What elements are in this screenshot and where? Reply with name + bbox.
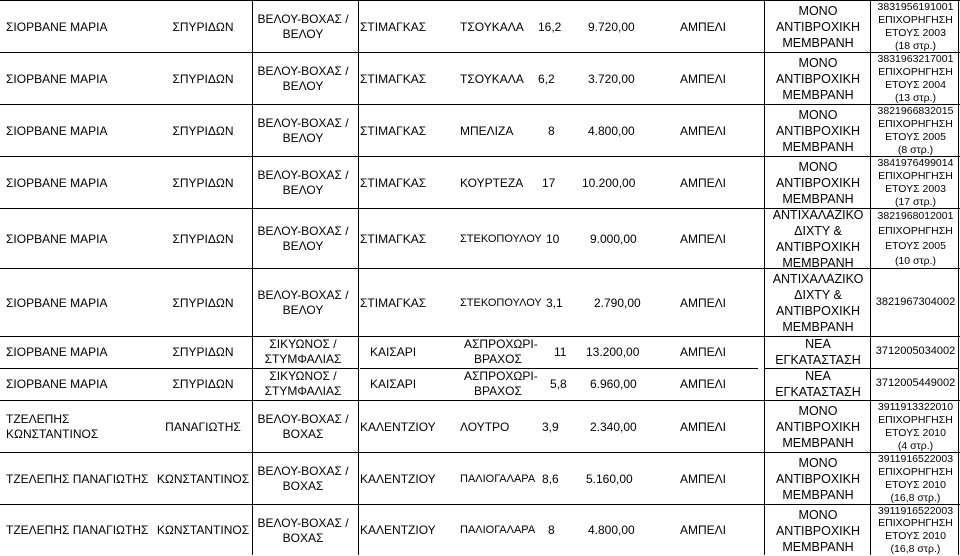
investment-type: ΝΕΑ ΕΓΚΑΤΑΣΤΑΣΗ [775,337,861,367]
plot-details [360,53,758,105]
application-code: 3821968012001 [877,209,954,222]
father-name: ΣΠΥΡΙΔΩΝ [172,71,234,86]
location: ΣΤΕΚΟΠΟΥΛΟΥ [460,232,542,245]
subsidy-area: (17 στρ.) [894,195,937,208]
subsidy-label: ΕΠΙΧΟΡΗΓΗΣΗ [878,224,953,237]
father-name: ΚΩΝΣΤΑΝΤΙΝΟΣ [156,523,250,537]
table-row [0,104,960,157]
subsidy-label: ΕΠΙΧΟΡΗΓΗΣΗ [878,13,953,26]
table-row [0,452,960,505]
place: ΒΕΛΟΥ-ΒΟΧΑΣ / ΒΕΛΟΥ [257,64,349,93]
area: 3,9 [542,419,559,434]
investment-type: ΝΕΑ ΕΓΚΑΤΑΣΤΑΣΗ [775,369,861,399]
subsidy-area: (4 στρ.) [897,439,934,452]
father-name: ΣΠΥΡΙΔΩΝ [172,344,234,359]
table-row [0,52,960,105]
crop: ΑΜΠΕΛΙ [680,71,727,86]
application-code: 3831963217001 [877,52,954,65]
location: ΑΣΠΡΟΧΩΡΙ-ΒΡΑΧΟΣ [464,337,538,366]
amount: 3.720,00 [588,71,635,86]
place: ΒΕΛΟΥ-ΒΟΧΑΣ / ΒΕΛΟΥ [257,288,349,317]
father-name: ΣΠΥΡΙΔΩΝ [172,295,234,310]
father-name: ΠΑΝΑΓΙΩΤΗΣ [165,419,241,434]
owner-name: ΣΙΟΡΒΑΝΕ ΜΑΡΙΑ [6,231,108,246]
subsidy-label: ΕΠΙΧΟΡΗΓΗΣΗ [878,169,953,182]
table-row [0,0,960,53]
place: ΒΕΛΟΥ-ΒΟΧΑΣ / ΒΕΛΟΥ [257,116,349,145]
application-code: 3821966832015 [877,104,954,117]
plot-details [360,105,758,157]
investment-type: ΜΟΝΟ ΑΝΤΙΒΡΟΧΙΚΗ ΜΕΜΒΡΑΝΗ [775,507,861,554]
application-code: 3911913322010 [877,400,954,413]
row-separator [764,368,959,369]
owner-name: ΤΖΕΛΕΠΗΣ ΠΑΝΑΓΙΩΤΗΣ [6,523,149,537]
subsidy-year: ΕΤΟΥΣ 2010 [885,478,946,491]
owner-name: ΣΙΟΡΒΑΝΕ ΜΑΡΙΑ [6,123,108,138]
amount: 2.790,00 [594,295,641,310]
subsidy-label: ΕΠΙΧΟΡΗΓΗΣΗ [878,465,953,478]
table-row [0,400,960,453]
owner-name: ΣΙΟΡΒΑΝΕ ΜΑΡΙΑ [6,19,108,34]
investment-type: ΜΟΝΟ ΑΝΤΙΒΡΟΧΙΚΗ ΜΕΜΒΡΑΝΗ [775,4,861,50]
location: ΛΟΥΤΡΟ [460,419,510,434]
area: 10 [546,231,560,246]
area: 11 [554,344,567,359]
subsidy-label: ΕΠΙΧΟΡΗΓΗΣΗ [878,517,953,530]
subsidy-label: ΕΠΙΧΟΡΗΓΗΣΗ [878,413,953,426]
crop: ΑΜΠΕΛΙ [680,523,727,537]
place: ΣΙΚΥΩΝΟΣ / ΣΤΥΜΦΑΛΙΑΣ [264,337,342,366]
investment-type: ΜΟΝΟ ΑΝΤΙΒΡΟΧΙΚΗ ΜΕΜΒΡΑΝΗ [775,56,861,102]
amount: 10.200,00 [582,175,636,190]
subsidy-year: ΕΤΟΥΣ 2005 [885,239,946,252]
crop: ΑΜΠΕΛΙ [680,19,727,34]
plot-details [360,1,758,53]
father-name: ΣΠΥΡΙΔΩΝ [172,376,234,391]
subsidy-year: ΕΤΟΥΣ 2010 [885,530,946,543]
area: 16,2 [538,19,562,34]
amount: 9.720,00 [588,19,635,34]
father-name: ΚΩΝΣΤΑΝΤΙΝΟΣ [156,471,250,486]
subsidy-area: (18 στρ.) [894,39,937,52]
subsidy-year: ΕΤΟΥΣ 2010 [885,426,946,439]
investment-type: ΜΟΝΟ ΑΝΤΙΒΡΟΧΙΚΗ ΜΕΜΒΡΑΝΗ [775,108,861,154]
father-name: ΣΠΥΡΙΔΩΝ [172,19,234,34]
plot-details [360,368,758,400]
investment-type: ΑΝΤΙΧΑΛΑΖΙΚΟ ΔΙΧΤΥ & ΑΝΤΙΒΡΟΧΙΚΗ ΜΕΜΒΡΑΝΗ [772,208,864,270]
area: 3,1 [546,295,563,310]
plot-details [360,336,758,368]
investment-type: ΑΝΤΙΧΑΛΑΖΙΚΟ ΔΙΧΤΥ & ΑΝΤΙΒΡΟΧΙΚΗ ΜΕΜΒΡΑΝΗ [772,272,864,334]
area: 8 [548,523,555,537]
amount: 9.000,00 [590,231,637,246]
municipality: ΣΤΙΜΑΓΚΑΣ [360,295,427,310]
subsidy-year: ΕΤΟΥΣ 2003 [885,182,946,195]
municipality: ΚΑΙΣΑΡΙ [370,376,417,391]
municipality: ΚΑΙΣΑΡΙ [370,344,417,359]
plot-details [360,157,758,209]
amount: 4.800,00 [588,123,635,138]
place: ΒΕΛΟΥ-ΒΟΧΑΣ / ΒΕΛΟΥ [257,168,349,197]
location: ΤΣΟΥΚΑΛΑ [460,71,524,86]
crop: ΑΜΠΕΛΙ [680,175,727,190]
subsidy-label: ΕΠΙΧΟΡΗΓΗΣΗ [878,117,953,130]
application-code: 3821967304002 [875,296,956,309]
plot-details [360,453,758,505]
location: ΣΤΕΚΟΠΟΥΛΟΥ [460,296,542,309]
crop: ΑΜΠΕΛΙ [680,295,727,310]
place: ΒΕΛΟΥ-ΒΟΧΑΣ / ΒΟΧΑΣ [257,515,349,545]
owner-name: ΣΙΟΡΒΑΝΕ ΜΑΡΙΑ [6,344,108,359]
crop: ΑΜΠΕΛΙ [680,231,727,246]
crop: ΑΜΠΕΛΙ [680,376,727,391]
table-row [0,336,960,368]
subsidy-area: (10 στρ.) [894,254,937,267]
application-code: 3911916522003 [877,452,954,465]
plot-details [360,401,758,453]
investment-type: ΜΟΝΟ ΑΝΤΙΒΡΟΧΙΚΗ ΜΕΜΒΡΑΝΗ [775,160,861,206]
owner-name: ΤΖΕΛΕΠΗΣ ΠΑΝΑΓΙΩΤΗΣ [6,471,149,486]
subsidy-area: (13 στρ.) [894,91,937,104]
application-code: 3831956191001 [877,0,954,13]
owner-name: ΤΖΕΛΕΠΗΣ ΚΩΝΣΤΑΝΤΙΝΟΣ [6,412,99,441]
municipality: ΚΑΛΕΝΤΖΙΟΥ [360,419,436,434]
crop: ΑΜΠΕΛΙ [680,344,727,359]
row-separator [0,368,358,369]
area: 6,2 [538,71,555,86]
location: ΚΟΥΡΤΕΖΑ [460,175,524,190]
place: ΒΕΛΟΥ-ΒΟΧΑΣ / ΒΟΧΑΣ [257,464,349,493]
municipality: ΣΤΙΜΑΓΚΑΣ [360,231,427,246]
table-row [0,156,960,209]
plot-details [360,505,758,556]
crop: ΑΜΠΕΛΙ [680,123,727,138]
investment-type: ΜΟΝΟ ΑΝΤΙΒΡΟΧΙΚΗ ΜΕΜΒΡΑΝΗ [775,404,861,450]
place: ΒΕΛΟΥ-ΒΟΧΑΣ / ΒΕΛΟΥ [257,224,349,253]
application-code: 3712005449002 [875,377,956,390]
location: ΑΣΠΡΟΧΩΡΙ-ΒΡΑΧΟΣ [464,369,538,398]
father-name: ΣΠΥΡΙΔΩΝ [172,175,234,190]
location: ΜΠΕΛΙΖΑ [460,123,514,138]
area: 17 [542,175,556,190]
owner-name: ΣΙΟΡΒΑΝΕ ΜΑΡΙΑ [6,175,108,190]
application-code: 3911916522003 [877,504,954,517]
plot-details [360,269,758,337]
amount: 13.200,00 [586,344,640,359]
father-name: ΣΠΥΡΙΔΩΝ [172,231,234,246]
subsidy-label: ΕΠΙΧΟΡΗΓΗΣΗ [878,65,953,78]
subsidy-year: ΕΤΟΥΣ 2003 [885,26,946,39]
place: ΒΕΛΟΥ-ΒΟΧΑΣ / ΒΕΛΟΥ [257,12,349,41]
municipality: ΣΤΙΜΑΓΚΑΣ [360,19,427,34]
municipality: ΣΤΙΜΑΓΚΑΣ [360,71,427,86]
area: 5,8 [550,376,567,391]
application-code: 3841976499014 [877,156,954,169]
plot-details [360,209,758,269]
crop: ΑΜΠΕΛΙ [680,471,727,486]
municipality: ΣΤΙΜΑΓΚΑΣ [360,123,427,138]
application-code: 3712005034002 [875,345,956,358]
location: ΠΑΛΙΟΓΑΛΑΡΑ [460,472,536,485]
place: ΣΙΚΥΩΝΟΣ / ΣΤΥΜΦΑΛΙΑΣ [264,369,342,398]
table-row [0,208,960,269]
subsidy-area: (8 στρ.) [897,143,934,156]
table-row [0,368,960,400]
amount: 2.340,00 [590,419,637,434]
table-row [0,504,960,556]
place: ΒΕΛΟΥ-ΒΟΧΑΣ / ΒΟΧΑΣ [257,412,349,441]
amount: 6.960,00 [590,376,637,391]
location: ΠΑΛΙΟΓΑΛΑΡΑ [460,524,536,536]
municipality: ΚΑΛΕΝΤΖΙΟΥ [360,471,436,486]
investment-type: ΜΟΝΟ ΑΝΤΙΒΡΟΧΙΚΗ ΜΕΜΒΡΑΝΗ [775,456,861,502]
crop: ΑΜΠΕΛΙ [680,419,727,434]
row-separator [0,336,960,337]
father-name: ΣΠΥΡΙΔΩΝ [172,123,234,138]
subsidy-area: (16,8 στρ.) [890,542,941,555]
location: ΤΣΟΥΚΑΛΑ [460,19,524,34]
subsidy-year: ΕΤΟΥΣ 2005 [885,130,946,143]
amount: 4.800,00 [588,523,635,537]
area: 8,6 [542,471,559,486]
row-separator [360,368,758,369]
municipality: ΣΤΙΜΑΓΚΑΣ [360,175,427,190]
owner-name: ΣΙΟΡΒΑΝΕ ΜΑΡΙΑ [6,295,108,310]
amount: 5.160,00 [586,471,633,486]
subsidy-year: ΕΤΟΥΣ 2004 [885,78,946,91]
subsidy-area: (16,8 στρ.) [890,491,941,504]
table-row [0,268,960,337]
municipality: ΚΑΛΕΝΤΖΙΟΥ [360,523,436,537]
owner-name: ΣΙΟΡΒΑΝΕ ΜΑΡΙΑ [6,71,108,86]
area: 8 [548,123,555,138]
owner-name: ΣΙΟΡΒΑΝΕ ΜΑΡΙΑ [6,376,108,391]
